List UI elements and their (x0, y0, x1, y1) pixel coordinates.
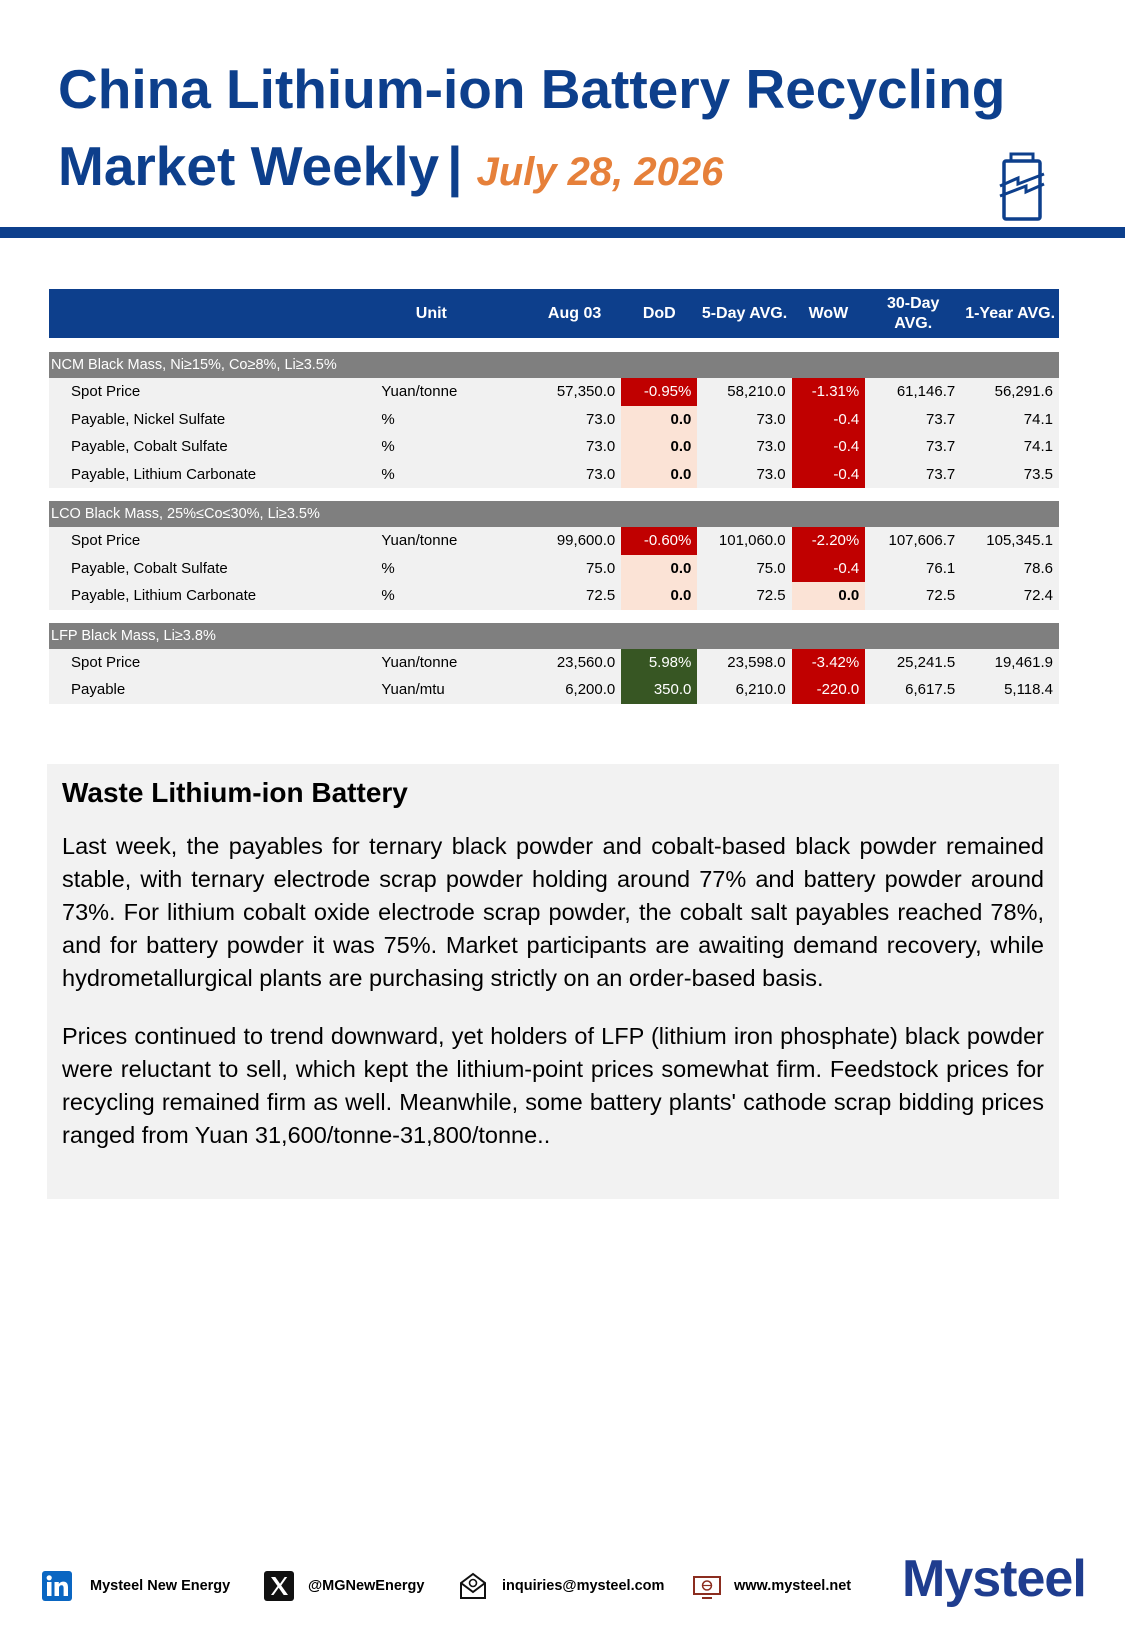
row-wow: -2.20% (792, 527, 866, 555)
row-dod: 0.0 (621, 582, 697, 610)
row-30day-avg: 76.1 (865, 555, 961, 583)
row-wow: -1.31% (792, 378, 866, 406)
title-line-2 (58, 135, 723, 203)
row-wow: -0.4 (792, 406, 866, 434)
row-dod: 0.0 (621, 555, 697, 583)
footer-x[interactable] (264, 1568, 424, 1604)
row-1year-avg: 19,461.9 (961, 649, 1059, 677)
col-header-wow: WoW (792, 289, 866, 338)
commentary-paragraph: Prices continued to trend downward, yet holders of LFP (lithium iron phosphate) black powder were reluctant to sell, which kept the lithium-point prices somewhat firm. Feedstock prices for recycling remained firm as well. Meanwhile, some battery plants' cathode scrap bidding prices ranged from Yuan 31,600/tonne-31,800/tonne.. (62, 1023, 1044, 1148)
linkedin-label: Mysteel New Energy (90, 1578, 231, 1594)
mysteel-logo (902, 1546, 1102, 1610)
mysteel-logo-text: Mysteel (902, 1550, 1086, 1608)
row-1year-avg: 74.1 (961, 433, 1059, 461)
commentary-title: Waste Lithium-ion Battery (62, 777, 408, 808)
row-unit: Yuan/tonne (381, 378, 481, 406)
x-icon (264, 1571, 294, 1601)
row-wow: -0.4 (792, 433, 866, 461)
section-title: LCO Black Mass, 25%≤Co≤30%, Li≥3.5% (49, 501, 1059, 527)
row-dod: 0.0 (621, 461, 697, 489)
row-1year-avg: 78.6 (961, 555, 1059, 583)
row-unit: Yuan/tonne (381, 527, 481, 555)
report-date: July 28, 2026 (476, 150, 724, 194)
row-wow: -3.42% (792, 649, 866, 677)
row-name: Spot Price (49, 378, 381, 406)
row-unit: Yuan/mtu (381, 676, 481, 704)
row-wow: 0.0 (792, 582, 866, 610)
row-unit: % (381, 433, 481, 461)
row-name: Spot Price (49, 527, 381, 555)
row-5day-avg: 73.0 (697, 433, 791, 461)
row-aug03: 73.0 (481, 461, 621, 489)
table-row (49, 555, 1059, 583)
commentary-paragraph: Last week, the payables for ternary black powder and cobalt-based black powder remained stable, with ternary electrode scrap powder holding around 77% and battery powder around 73%. For lithium cobalt oxide electrode scrap powder, the cobalt salt payables reached 78%, and for battery powder it was 75%. Market participants are awaiting demand recovery, while hydrometallurgical plants are purchasing strictly on an order-based basis. (62, 833, 1044, 991)
email-icon (458, 1571, 488, 1601)
row-1year-avg: 105,345.1 (961, 527, 1059, 555)
footer (42, 1550, 1086, 1608)
row-aug03: 23,560.0 (481, 649, 621, 677)
row-aug03: 73.0 (481, 406, 621, 434)
table-row (49, 527, 1059, 555)
table-row (49, 406, 1059, 434)
col-header-5day-avg: 5-Day AVG. (697, 289, 791, 338)
website-icon (692, 1571, 722, 1601)
row-5day-avg: 6,210.0 (697, 676, 791, 704)
row-wow: -0.4 (792, 461, 866, 489)
section-header-row (49, 623, 1059, 649)
row-dod: 5.98% (621, 649, 697, 677)
col-header-30day-avg: 30-Day AVG. (865, 289, 961, 338)
row-name: Payable (49, 676, 381, 704)
row-dod: 350.0 (621, 676, 697, 704)
row-1year-avg: 73.5 (961, 461, 1059, 489)
title-line-1: China Lithium-ion Battery Recycling (58, 58, 1006, 120)
commentary-panel (47, 764, 1059, 1199)
battery-recycle-icon (998, 152, 1046, 222)
col-header-name (49, 289, 381, 338)
row-1year-avg: 5,118.4 (961, 676, 1059, 704)
website-label: www.mysteel.net (734, 1578, 852, 1594)
table-row (49, 461, 1059, 489)
row-unit: Yuan/tonne (381, 649, 481, 677)
linkedin-icon (42, 1571, 72, 1601)
row-5day-avg: 101,060.0 (697, 527, 791, 555)
row-30day-avg: 73.7 (865, 406, 961, 434)
row-5day-avg: 72.5 (697, 582, 791, 610)
table-header-row (49, 289, 1059, 338)
row-unit: % (381, 406, 481, 434)
footer-email[interactable] (458, 1568, 664, 1604)
row-30day-avg: 6,617.5 (865, 676, 961, 704)
row-name: Payable, Nickel Sulfate (49, 406, 381, 434)
title-market-weekly: Market Weekly (58, 135, 440, 197)
row-aug03: 72.5 (481, 582, 621, 610)
section-title: NCM Black Mass, Ni≥15%, Co≥8%, Li≥3.5% (49, 352, 1059, 378)
row-30day-avg: 73.7 (865, 433, 961, 461)
x-handle-label: @MGNewEnergy (308, 1578, 425, 1594)
section-title: LFP Black Mass, Li≥3.8% (49, 623, 1059, 649)
table-row (49, 649, 1059, 677)
table-row (49, 433, 1059, 461)
row-aug03: 6,200.0 (481, 676, 621, 704)
row-unit: % (381, 582, 481, 610)
row-30day-avg: 72.5 (865, 582, 961, 610)
row-1year-avg: 72.4 (961, 582, 1059, 610)
col-header-aug03: Aug 03 (481, 289, 621, 338)
footer-linkedin[interactable] (42, 1568, 230, 1604)
row-30day-avg: 107,606.7 (865, 527, 961, 555)
row-5day-avg: 58,210.0 (697, 378, 791, 406)
row-aug03: 57,350.0 (481, 378, 621, 406)
table-row (49, 582, 1059, 610)
row-dod: 0.0 (621, 406, 697, 434)
table-row (49, 676, 1059, 704)
row-5day-avg: 73.0 (697, 461, 791, 489)
row-wow: -220.0 (792, 676, 866, 704)
col-header-1year-avg: 1-Year AVG. (961, 289, 1059, 338)
row-aug03: 99,600.0 (481, 527, 621, 555)
col-header-unit: Unit (381, 289, 481, 338)
row-5day-avg: 23,598.0 (697, 649, 791, 677)
email-label: inquiries@mysteel.com (502, 1578, 665, 1594)
row-aug03: 75.0 (481, 555, 621, 583)
row-name: Payable, Cobalt Sulfate (49, 433, 381, 461)
row-30day-avg: 25,241.5 (865, 649, 961, 677)
row-unit: % (381, 555, 481, 583)
row-30day-avg: 73.7 (865, 461, 961, 489)
col-header-dod: DoD (621, 289, 697, 338)
row-dod: -0.95% (621, 378, 697, 406)
row-5day-avg: 75.0 (697, 555, 791, 583)
header-divider (0, 227, 1125, 238)
row-1year-avg: 74.1 (961, 406, 1059, 434)
row-dod: -0.60% (621, 527, 697, 555)
row-name: Payable, Cobalt Sulfate (49, 555, 381, 583)
row-5day-avg: 73.0 (697, 406, 791, 434)
row-name: Spot Price (49, 649, 381, 677)
row-dod: 0.0 (621, 433, 697, 461)
row-wow: -0.4 (792, 555, 866, 583)
section-header-row (49, 501, 1059, 527)
row-unit: % (381, 461, 481, 489)
row-1year-avg: 56,291.6 (961, 378, 1059, 406)
price-table (49, 289, 1059, 704)
title-separator: | (447, 135, 463, 197)
row-30day-avg: 61,146.7 (865, 378, 961, 406)
row-name: Payable, Lithium Carbonate (49, 582, 381, 610)
table-row (49, 378, 1059, 406)
row-name: Payable, Lithium Carbonate (49, 461, 381, 489)
row-aug03: 73.0 (481, 433, 621, 461)
section-header-row (49, 352, 1059, 378)
footer-website[interactable] (692, 1568, 851, 1604)
